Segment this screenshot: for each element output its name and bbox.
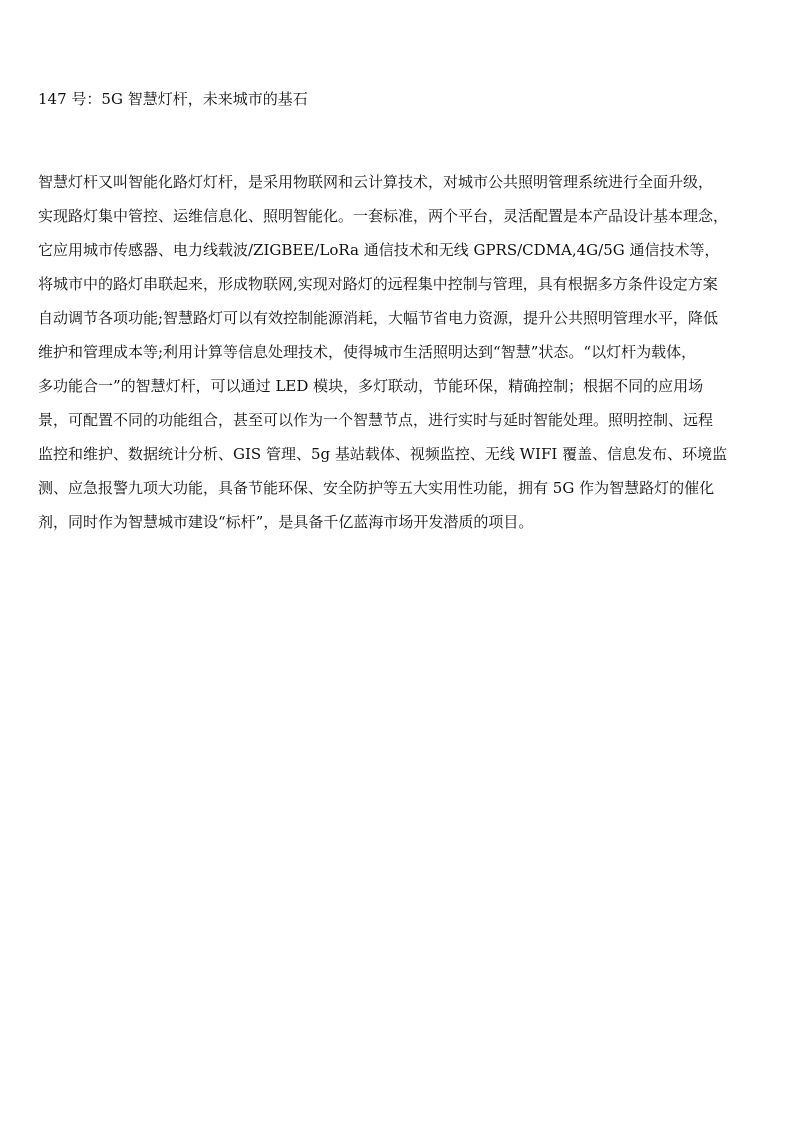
document-body <box>38 165 768 539</box>
body-line: 将城市中的路灯串联起来，形成物联网,实现对路灯的远程集中控制与管理，具有根据多方条件设定方案 <box>38 275 718 293</box>
body-line: 维护和管理成本等;利用计算等信息处理技术，使得城市生活照明达到“智慧”状态。“以灯杆为载体， <box>38 343 697 361</box>
body-line: 自动调节各项功能;智慧路灯可以有效控制能源消耗，大幅节省电力资源，提升公共照明管理水平，降低 <box>38 309 719 327</box>
body-line: 剂，同时作为智慧城市建设“标杆”，是具备千亿蓝海市场开发潜质的项目。 <box>38 513 534 531</box>
body-line: 实现路灯集中管控、运维信息化、照明智能化。一套标准，两个平台，灵活配置是本产品设计基本理念， <box>38 207 729 225</box>
body-line: 它应用城市传感器、电力线载波/ZIGBEE/LoRa 通信技术和无线 GPRS/CDMA,4G/5G 通信技术等， <box>38 241 720 259</box>
body-line: 测、应急报警九项大功能，具备节能环保、安全防护等五大实用性功能，拥有 5G 作为智慧路灯的催化 <box>38 479 715 497</box>
body-line: 景，可配置不同的功能组合，甚至可以作为一个智慧节点，进行实时与延时智能处理。照明控制、远程 <box>38 411 714 429</box>
document-title: 147 号：5G 智慧灯杆，未来城市的基石 <box>38 90 308 108</box>
body-line: 多功能合一”的智慧灯杆，可以通过 LED 模块，多灯联动，节能环保，精确控制；根据不同的应用场 <box>38 377 704 395</box>
body-line: 智慧灯杆又叫智能化路灯灯杆，是采用物联网和云计算技术，对城市公共照明管理系统进行全面升级， <box>38 173 714 191</box>
body-line: 监控和维护、数据统计分析、GIS 管理、5g 基站载体、视频监控、无线 WIFI 覆盖、信息发布、环境监 <box>38 445 728 463</box>
